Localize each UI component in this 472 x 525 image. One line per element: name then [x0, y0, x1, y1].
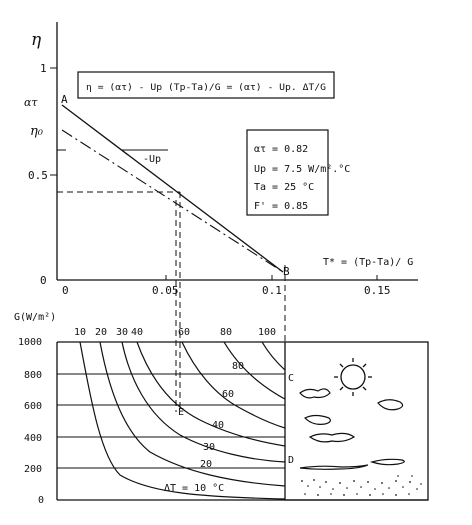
eta-axis-symbol: η: [31, 30, 42, 50]
g-tick-label: 0: [38, 495, 45, 506]
curve-inner-label-40: 40: [212, 420, 225, 431]
param-ta: Ta = 25 °C: [254, 182, 315, 193]
cloud-icon: [378, 400, 403, 410]
cloud-icon: [305, 416, 330, 425]
point-d-label: D: [288, 455, 295, 466]
cloud-icons: [300, 389, 404, 469]
eta0-label: η₀: [30, 124, 43, 139]
curve-top-label: 30: [116, 327, 129, 338]
point-b-label: B: [283, 265, 290, 278]
x-tick-label-015: 0.15: [364, 284, 391, 297]
param-f-prime: F' = 0.85: [254, 201, 309, 212]
efficiency-line-dashdot: [62, 130, 283, 272]
ground-texture: [301, 475, 422, 496]
curve-inner-label-20: 20: [200, 459, 213, 470]
curve-dt-40: [137, 342, 285, 446]
curve-dt-60: [182, 342, 285, 428]
y-tick-label-0: 0: [40, 274, 47, 287]
curve-labels-top: [74, 327, 276, 338]
nomogram-curves: [80, 342, 285, 499]
cloud-icon: [310, 433, 354, 442]
alpha-tau-label: ατ: [24, 96, 38, 109]
point-e-label: E: [178, 407, 185, 418]
curve-inner-label-30: 30: [203, 442, 216, 453]
param-alpha-tau: ατ = 0.82: [254, 144, 309, 155]
equation-text: η = (ατ) - Up (Tp-Ta)/G = (ατ) - Up. ΔT/G: [86, 82, 326, 93]
point-c-label: C: [288, 373, 295, 384]
g-tick-label: 800: [24, 370, 43, 381]
curve-inner-label-80: 80: [232, 361, 245, 372]
sun-icon: [334, 358, 372, 396]
delta-t-label: ΔT = 10 °C: [164, 483, 225, 494]
x-tick-label-01: 0.1: [262, 284, 282, 297]
curve-inner-label-60: 60: [222, 389, 235, 400]
g-tick-label: 400: [24, 433, 43, 444]
curve-top-label: 60: [178, 327, 191, 338]
x-tick-label-0: 0: [62, 284, 69, 297]
slope-label: -Up: [143, 154, 162, 165]
curve-top-label: 10: [74, 327, 87, 338]
x-tick-label-005: 0.05: [152, 284, 179, 297]
cloud-icon: [300, 465, 368, 469]
y-tick-label-05: 0.5: [28, 169, 48, 182]
curve-top-label: 100: [258, 327, 277, 338]
y-tick-label-1: 1: [40, 62, 47, 75]
g-tick-label: 1000: [18, 337, 43, 348]
param-up: Up = 7.5 W/m².°C: [254, 164, 351, 175]
curve-dt-10: [80, 342, 285, 499]
nomogram-inner-labels: [200, 361, 244, 470]
x-axis-label: T* = (Tp-Ta)/ G: [323, 257, 414, 268]
curve-top-label: 80: [220, 327, 233, 338]
curve-dt-100: [262, 342, 285, 370]
cloud-icon: [372, 459, 404, 464]
curve-top-label: 20: [95, 327, 108, 338]
g-tick-label: 200: [24, 464, 43, 475]
cloud-icon: [300, 389, 330, 398]
g-tick-label: 600: [24, 401, 43, 412]
curve-top-label: 40: [131, 327, 144, 338]
bottom-y-ticks: [18, 337, 44, 506]
g-axis-title: G(W/m²): [14, 312, 57, 323]
point-a-label: A: [61, 93, 68, 106]
